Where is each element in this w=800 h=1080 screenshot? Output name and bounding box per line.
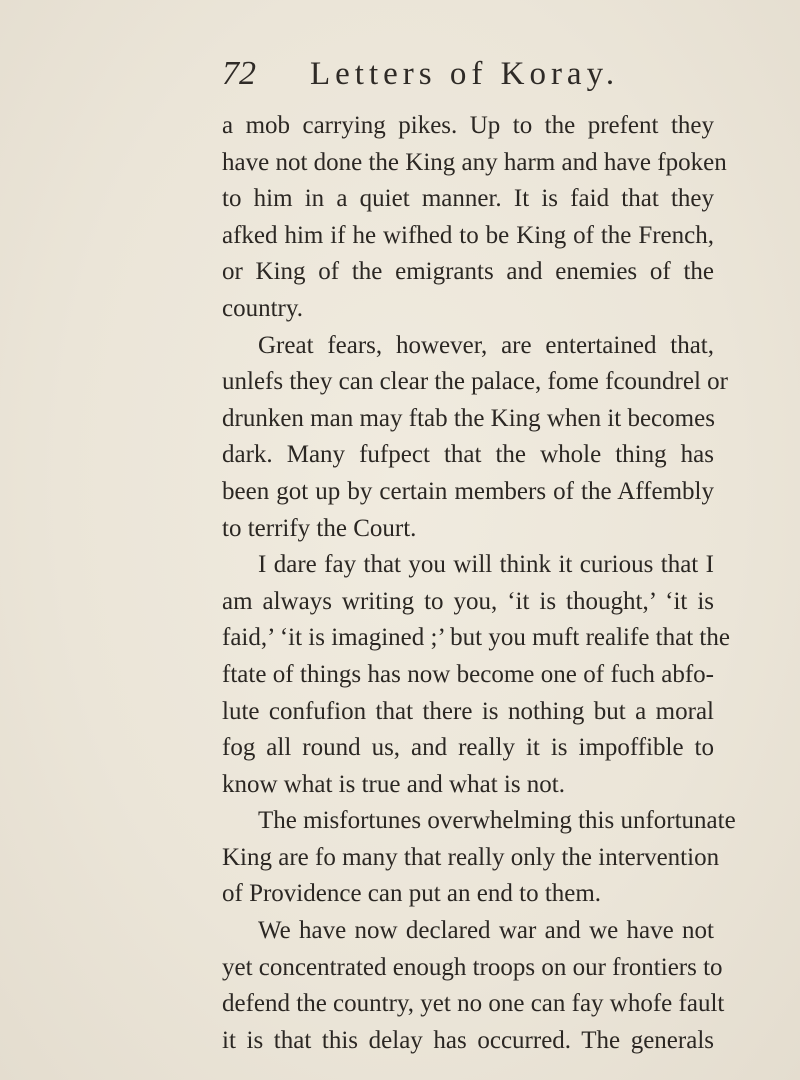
text-line: or King of the emigrants and enemies of the [222,258,714,286]
text-line: drunken man may ftab the King when it becomes [222,404,715,432]
text-line: fog all round us, and really it is impoffible to [222,734,714,762]
text-line: afked him if he wifhed to be King of the French, [222,221,714,249]
text-line: have not done the King any harm and have fpoken [222,148,727,176]
text-line: King are fo many that really only the intervention [222,843,720,871]
text-line: been got up by certain members of the Affembly [222,477,714,505]
body-text [222,108,736,1059]
text-line: defend the country, yet no one can fay whofe fault [222,990,725,1018]
text-line: faid,’ ‘it is imagined ;’ but you muft realife that the [222,624,730,652]
text-line: country. [222,294,303,322]
text-line: I dare fay that you will think it curious that I [258,551,714,579]
text-line: The misfortunes overwhelming this unfortunate [258,807,736,835]
page-header [222,52,742,96]
text-line: dark. Many fufpect that the whole thing has [222,441,714,469]
text-line: of Providence can put an end to them. [222,880,602,908]
text-line: unlefs they can clear the palace, fome fcoundrel or [222,368,728,396]
page-number: 72 [222,55,256,92]
text-line: to terrify the Court. [222,514,417,542]
text-line: am always writing to you, ‘it is thought,’ ‘it is [222,587,714,615]
text-line: We have now declared war and we have not [258,917,714,945]
text-line: to him in a quiet manner. It is faid that they [222,185,714,213]
text-line: know what is true and what is not. [222,770,566,798]
text-line: yet concentrated enough troops on our frontiers to [222,953,723,981]
running-title: Letters of Koray. [310,56,620,92]
text-line: Great fears, however, are entertained that, [258,331,714,359]
text-line: it is that this delay has occurred. The generals [222,1026,714,1054]
text-line: lute confufion that there is nothing but a moral [222,697,714,725]
text-line: a mob carrying pikes. Up to the prefent they [222,112,714,139]
text-line: ftate of things has now become one of fuch abfo- [222,660,714,688]
